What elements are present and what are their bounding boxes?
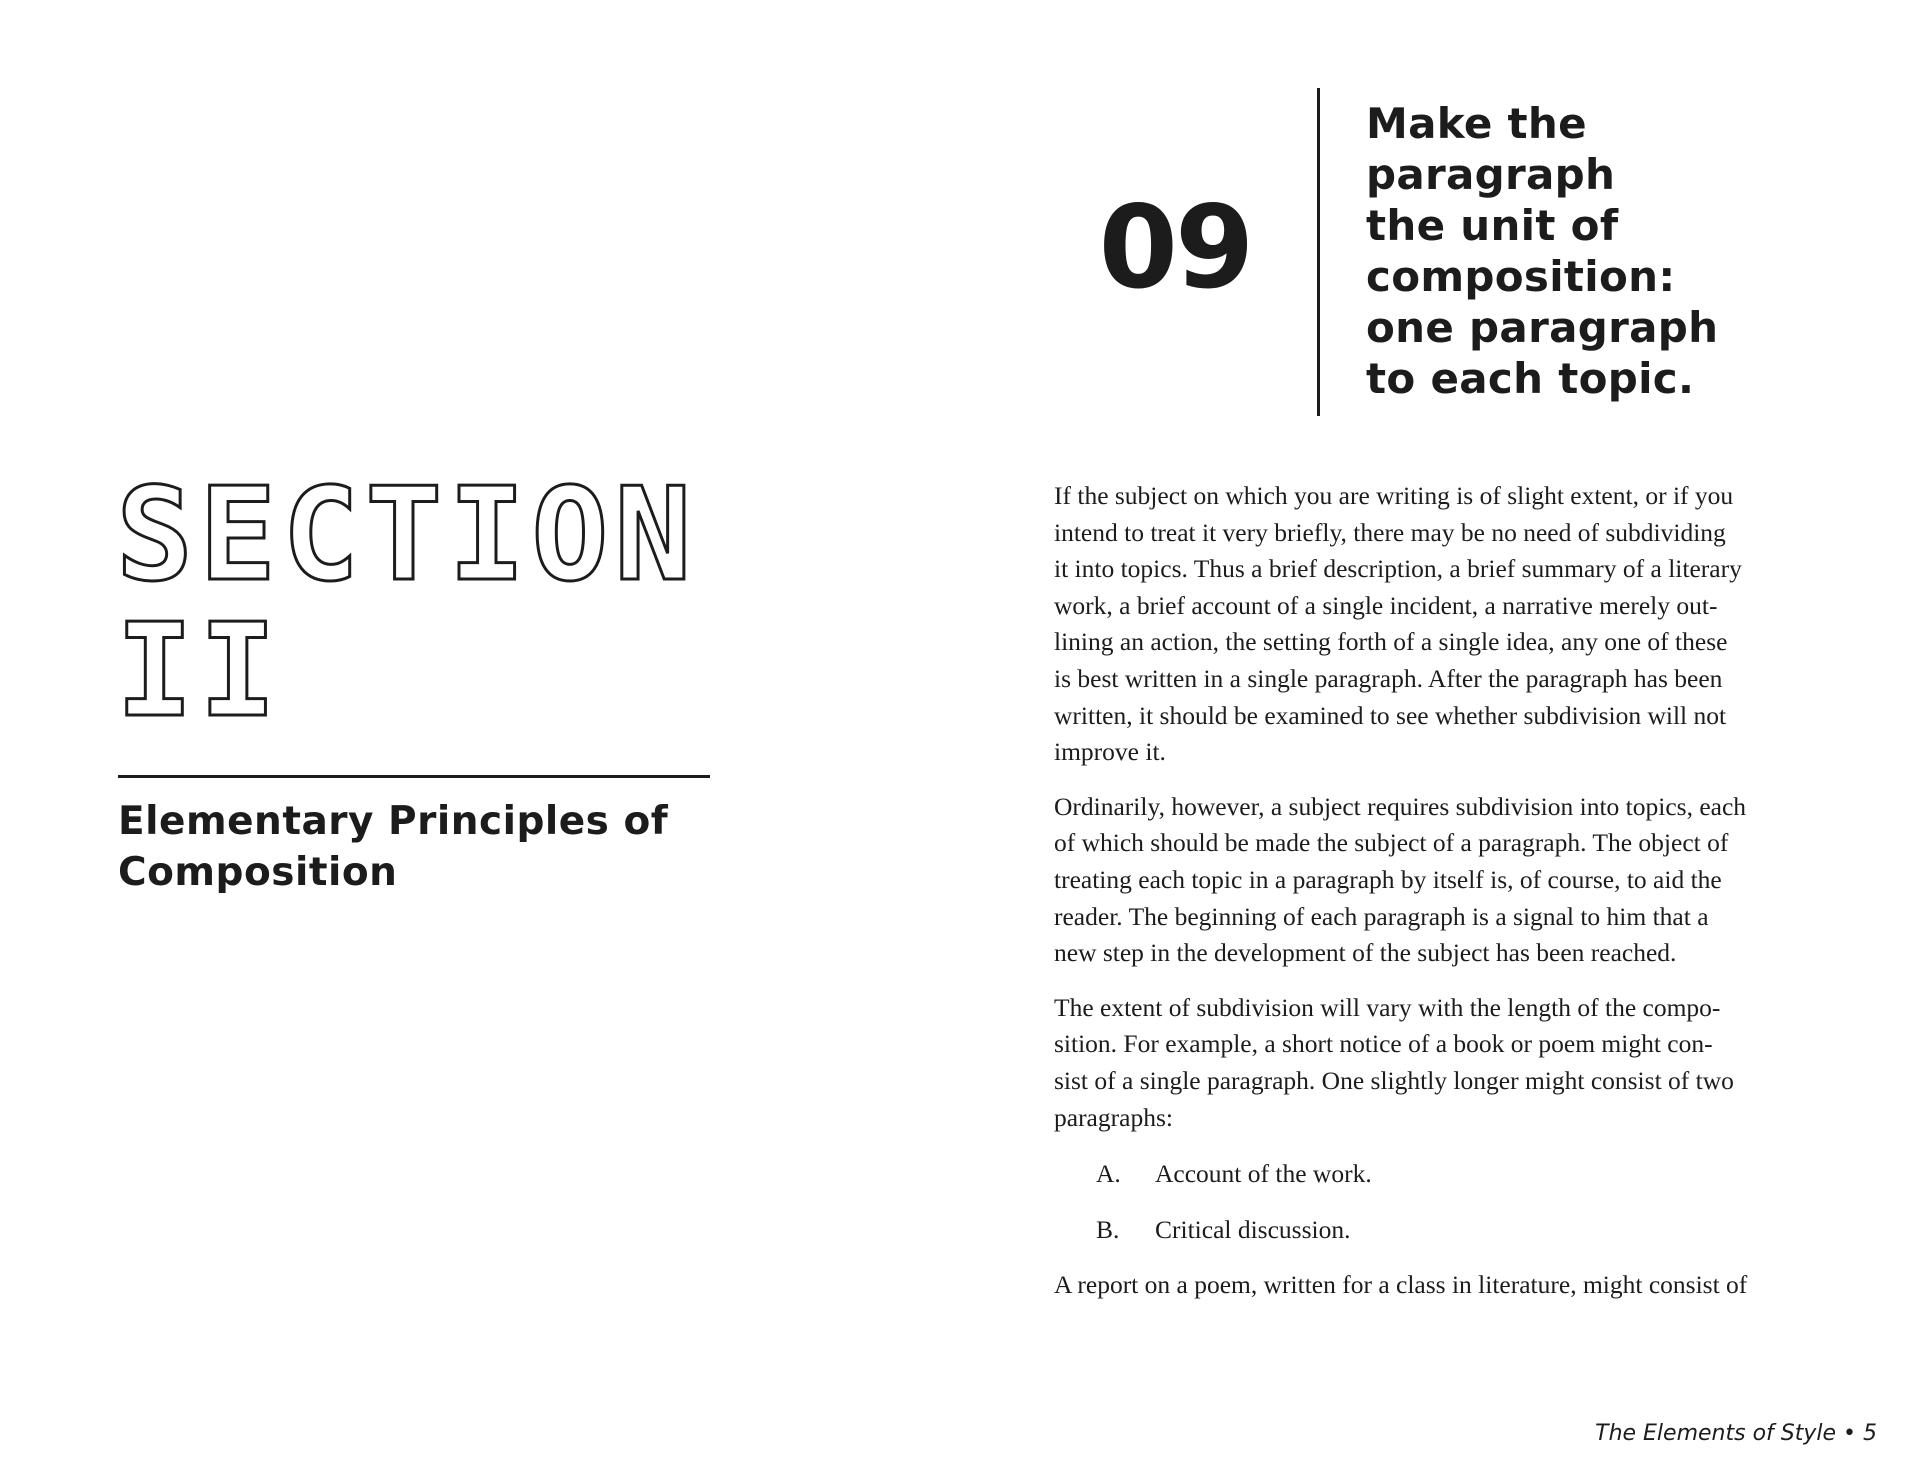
rule-heading-line: to each topic. — [1366, 354, 1695, 403]
list-item-text: Account of the work. — [1155, 1159, 1372, 1189]
rule-number: 09 — [1098, 181, 1252, 314]
text-line: new step in the development of the subject has been reached. — [1054, 938, 1677, 968]
list-item-text: Critical discussion. — [1155, 1214, 1351, 1244]
section-title — [116, 461, 698, 746]
section-divider — [118, 775, 710, 778]
list-item — [1054, 1156, 1814, 1193]
paragraph — [1054, 990, 1814, 1136]
text-line: treating each topic in a paragraph by itself is, of course, to aid the — [1054, 864, 1722, 894]
rule-vertical-divider — [1317, 88, 1320, 416]
text-line: lining an action, the setting forth of a single idea, any one of these — [1054, 627, 1728, 657]
section-title-line: II — [116, 597, 283, 746]
rule-heading-line: paragraph — [1366, 150, 1616, 199]
rule-heading — [1366, 98, 1826, 404]
section-subtitle-line: Composition — [118, 850, 398, 895]
text-line: written, it should be examined to see whether subdivision will not — [1054, 700, 1727, 730]
text-line: is best written in a single paragraph. After the paragraph has been — [1054, 663, 1723, 693]
text-line: improve it. — [1054, 737, 1166, 767]
body-text — [1054, 478, 1814, 1304]
list-marker: B. — [1096, 1214, 1120, 1244]
rule-heading-line: the unit of — [1366, 201, 1619, 250]
paragraph — [1054, 478, 1814, 771]
text-line: sition. For example, a short notice of a book or poem might con- — [1054, 1029, 1713, 1059]
section-title-line: SECTION — [116, 461, 698, 610]
list-item — [1054, 1212, 1814, 1249]
text-line: paragraphs: — [1054, 1102, 1173, 1132]
text-line: The extent of subdivision will vary with the length of the compo- — [1054, 992, 1721, 1022]
rule-heading-line: Make the — [1366, 99, 1587, 148]
text-line: sist of a single paragraph. One slightly longer might consist of two — [1054, 1065, 1734, 1095]
rule-heading-line: one paragraph — [1366, 303, 1719, 352]
topic-list — [1054, 1156, 1814, 1248]
page-footer: The Elements of Style • 5 — [1595, 1421, 1877, 1446]
section-subtitle — [118, 796, 758, 898]
text-line: of which should be made the subject of a paragraph. The object of — [1054, 828, 1729, 858]
text-line: work, a brief account of a single incident, a narrative merely out- — [1054, 590, 1718, 620]
text-line: Ordinarily, however, a subject requires subdivision into topics, each — [1054, 791, 1747, 821]
rule-heading-line: composition: — [1366, 252, 1676, 301]
text-line: If the subject on which you are writing is of slight extent, or if you — [1054, 481, 1734, 510]
text-line: it into topics. Thus a brief description, a brief summary of a literary — [1054, 554, 1742, 584]
paragraph — [1054, 1267, 1814, 1304]
text-line: intend to treat it very briefly, there may be no need of subdividing — [1054, 517, 1726, 547]
paragraph — [1054, 789, 1814, 972]
section-subtitle-line: Elementary Principles of — [118, 799, 669, 844]
list-marker: A. — [1096, 1159, 1121, 1189]
text-line: A report on a poem, written for a class in literature, might consist of — [1054, 1270, 1748, 1300]
text-line: reader. The beginning of each paragraph is a signal to him that a — [1054, 901, 1709, 931]
